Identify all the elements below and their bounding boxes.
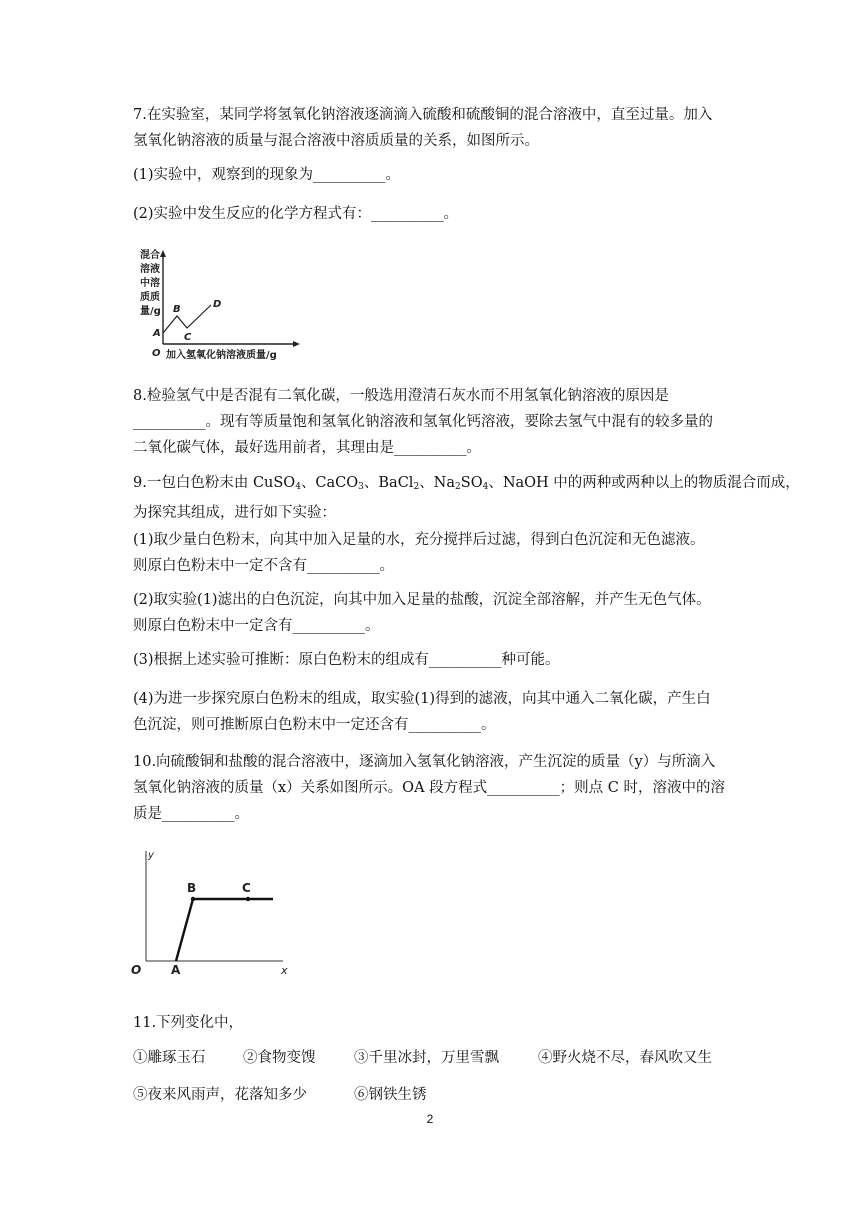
q9-text-c: 、BaCl [363,475,414,491]
q9-part4-line1: (4)为进一步探究原白色粉末的组成，取实验(1)得到的滤液，向其中通入二氧化碳，产生白 [133,691,711,707]
q9-part1 [133,527,733,579]
q9-text-d: 、Na [419,475,456,491]
q9-part2-line1: (2)取实验(1)滤出的白色沉淀，向其中加入足量的盐酸，沉淀全部溶解，并产生无色气体。 [133,592,711,608]
q7-part1 [133,162,733,188]
q10-line3: 质是__________。 [133,806,249,822]
q11-option-6: ⑥钢铁生锈 [354,1087,427,1103]
q11-options-row1 [133,1045,733,1071]
question-10 [133,749,733,827]
q9-sub1: 4 [295,482,301,492]
q9-text-f: 、NaOH 中的两种或两种以上的物质混合而成， [488,475,800,491]
q7-y-arrow [160,250,166,257]
q9-line1 [133,470,800,500]
question-8 [133,383,733,461]
q10-y-label: y [148,850,154,861]
q7-point-c: C [184,332,192,343]
q7-x-arrow [293,341,300,347]
q7-ylabel-line3: 中溶 [140,278,160,289]
q8-line3: 二氧化碳气体，最好选用前者，其理由是__________。 [133,440,481,456]
q10-graph [125,843,300,978]
question-7 [133,102,733,154]
q10-curve [176,899,273,961]
q7-origin-label: O [152,348,161,359]
q11-option-2: ②食物变馊 [243,1050,316,1066]
q9-part2-line2: 则原白色粉末中一定含有__________。 [133,618,380,634]
q9-part1-line2: 则原白色粉末中一定不含有__________。 [133,558,394,574]
q7-part2-text: (2)实验中发生反应的化学方程式有：__________。 [133,206,459,222]
q7-stem-line1: 7.在实验室，某同学将氢氧化钠溶液逐滴滴入硫酸和硫酸铜的混合溶液中，直至过量。加入 [133,107,713,123]
q7-part2 [133,201,733,227]
q10-point-c: C [242,881,251,895]
q11-options-row1-line [133,1045,733,1071]
q9-sub3: 2 [413,482,420,492]
q9-part1-line1: (1)取少量白色粉末，向其中加入足量的水，充分搅拌后过滤，得到白色沉淀和无色滤液。 [133,532,705,548]
q10-line2: 氢氧化钠溶液的质量（x）关系如图所示。OA 段方程式__________；则点 C 时，溶液中的溶 [133,780,725,796]
q11-option-4: ④野火烧不尽，春风吹又生 [538,1050,712,1066]
q9-line2: 为探究其组成，进行如下实验： [133,505,336,521]
q9-sub2: 3 [358,482,364,492]
q7-ylabel-line5: 量/g [140,306,161,317]
q7-ylabel-line4: 质质 [140,292,160,303]
q11-options-row2-line [133,1082,733,1108]
q7-xlabel: 加入氢氧化钠溶液质量/g [166,350,277,361]
q10-x-label: x [281,964,288,977]
q7-graph [140,248,315,366]
question-11 [133,1010,733,1036]
q10-origin-label: O [131,963,142,977]
q9-part4-line2: 色沉淀，则可推断原白色粉末中一定还含有__________。 [133,717,496,733]
q7-part1-text: (1)实验中，观察到的现象为__________。 [133,167,401,183]
q11-line1: 11.下列变化中， [133,1015,244,1031]
q7-point-b: B [173,304,181,315]
q9-part3 [133,647,733,673]
q8-line1: 8.检验氢气中是否混有二氧化碳，一般选用澄清石灰水而不用氢氧化钠溶液的原因是 [133,388,669,404]
q7-curve [163,305,211,333]
question-9 [133,470,800,526]
q11-option-1: ①雕琢玉石 [133,1050,206,1066]
q7-ylabel-line2: 溶液 [140,264,160,275]
q7-point-a: A [153,328,161,339]
q10-point-a: A [171,963,181,977]
q9-text-a: 9.一包白色粉末由 CuSO [133,475,296,491]
q9-sub5: 4 [482,482,489,492]
page-number: 2 [426,1112,434,1126]
q11-option-5: ⑤夜来风雨声，花落知多少 [133,1087,307,1103]
q9-part3-text: (3)根据上述实验可推断：原白色粉末的组成有__________种可能。 [133,652,560,668]
q7-ylabel-line1: 混合 [140,250,160,261]
q9-part4 [133,686,733,738]
q9-text-e: SO [460,475,483,491]
q7-stem-line2: 氢氧化钠溶液的质量与混合溶液中溶质质量的关系，如图所示。 [133,133,539,149]
q7-point-d: D [213,299,222,310]
q8-line2: __________。现有等质量饱和氢氧化钠溶液和氢氧化钙溶液，要除去氢气中混有的较多量的 [133,414,713,430]
q10-line1: 10.向硫酸铜和盐酸的混合溶液中，逐滴加入氢氧化钠溶液，产生沉淀的质量（y）与所滴入 [133,754,716,770]
q9-text-b: 、CaCO [300,475,359,491]
q9-part2 [133,587,733,639]
q10-point-c-dot [246,897,250,901]
q9-sub4: 2 [455,482,461,492]
q11-options-row2 [133,1082,733,1108]
q10-point-b: B [187,881,197,895]
q11-option-3: ③千里冰封，万里雪飘 [354,1050,499,1066]
q10-point-b-dot [191,897,195,901]
